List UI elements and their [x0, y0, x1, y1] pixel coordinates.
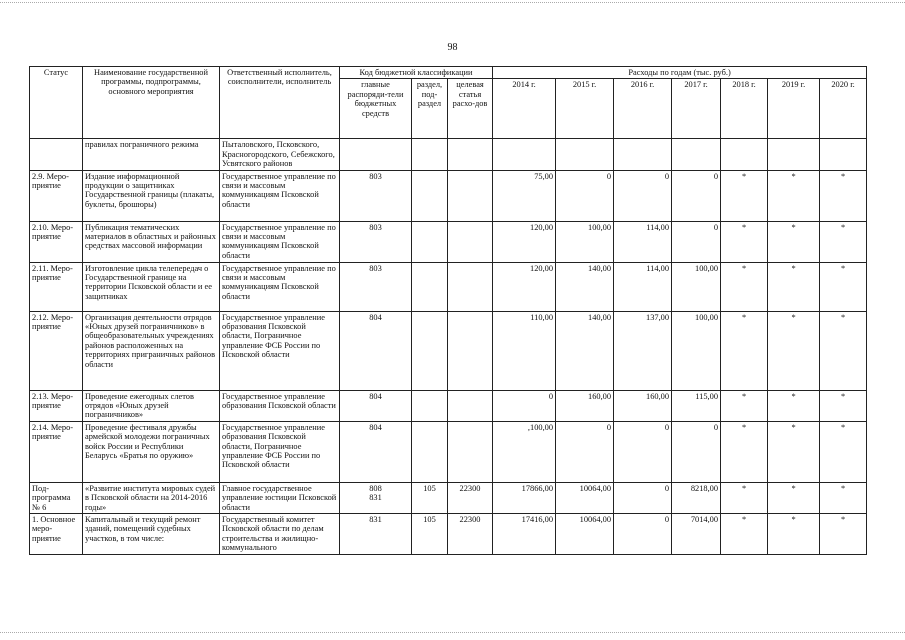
cell-2015: 0	[556, 421, 614, 482]
cell-2018: *	[721, 482, 768, 513]
header-year-2019: 2019 г.	[768, 79, 820, 139]
cell-2019	[768, 139, 820, 170]
cell-2018: *	[721, 221, 768, 262]
header-row	[30, 67, 867, 79]
cell-grbs: 831	[340, 514, 412, 555]
cell-grbs: 803	[340, 221, 412, 262]
cell-executor: Государственное управление образования Псковской области, Пограничное управление ФСБ России по Псковской области	[220, 311, 340, 390]
cell-executor: Пыталовского, Псковского, Красногородского, Себежского, Усвятского районов	[220, 139, 340, 170]
table-row	[30, 514, 867, 555]
cell-2014: ,100,00	[493, 421, 556, 482]
header-year-2020: 2020 г.	[820, 79, 867, 139]
cell-status: 2.12. Меро-приятие	[30, 311, 83, 390]
cell-2020	[820, 139, 867, 170]
budget-table	[29, 66, 867, 555]
cell-2015: 0	[556, 170, 614, 221]
table-row	[30, 390, 867, 421]
cell-status: 2.10. Меро-приятие	[30, 221, 83, 262]
cell-grbs: 804	[340, 390, 412, 421]
cell-cs	[448, 390, 493, 421]
cell-2015: 100,00	[556, 221, 614, 262]
cell-2019: *	[768, 170, 820, 221]
cell-executor: Государственный комитет Псковской области по делам строительства и жилищно-коммунального	[220, 514, 340, 555]
header-section: раздел, под-раздел	[412, 79, 448, 139]
cell-2017: 115,00	[672, 390, 721, 421]
cell-grbs	[340, 139, 412, 170]
cell-executor: Государственное управление по связи и массовым коммуникациям Псковской области	[220, 221, 340, 262]
cell-status: Под-программа № 6	[30, 482, 83, 513]
cell-name: Капитальный и текущий ремонт зданий, помещений судебных участков, в том числе:	[83, 514, 220, 555]
cell-2018: *	[721, 311, 768, 390]
cell-2019: *	[768, 482, 820, 513]
cell-name: Организация деятельности отрядов «Юных друзей пограничников» в общеобразовательных учреждениях районов расположенных на территориях приграничных районов области	[83, 311, 220, 390]
cell-2017: 100,00	[672, 262, 721, 311]
cell-status: 2.9. Меро-приятие	[30, 170, 83, 221]
cell-rz	[412, 390, 448, 421]
header-year-2015: 2015 г.	[556, 79, 614, 139]
cell-name: правилах пограничного режима	[83, 139, 220, 170]
cell-2017	[672, 139, 721, 170]
cell-2019: *	[768, 514, 820, 555]
cell-2017: 0	[672, 421, 721, 482]
cell-2018: *	[721, 170, 768, 221]
cell-2015: 140,00	[556, 311, 614, 390]
cell-2017: 0	[672, 221, 721, 262]
cell-name: Изготовление цикла телепередач о Государственной границе на территории Псковской области и ее защитниках	[83, 262, 220, 311]
cell-grbs: 804	[340, 311, 412, 390]
cell-2020: *	[820, 390, 867, 421]
cell-2016: 160,00	[614, 390, 672, 421]
cell-cs	[448, 421, 493, 482]
cell-2019: *	[768, 390, 820, 421]
page-number: 98	[447, 42, 458, 53]
cell-executor: Государственное управление по связи и массовым коммуникациям Псковской области	[220, 170, 340, 221]
cell-status: 2.11. Меро-приятие	[30, 262, 83, 311]
cell-2020: *	[820, 482, 867, 513]
cell-executor: Государственное управление по связи и массовым коммуникациям Псковской области	[220, 262, 340, 311]
cell-status: 1. Основное меро-приятие	[30, 514, 83, 555]
header-target-article: целевая статья расхо-дов	[448, 79, 493, 139]
cell-executor: Главное государственное управление юстиции Псковской области	[220, 482, 340, 513]
cell-2017: 100,00	[672, 311, 721, 390]
cell-2017: 8218,00	[672, 482, 721, 513]
cell-2018	[721, 139, 768, 170]
cell-2014: 120,00	[493, 262, 556, 311]
cell-2014: 17866,00	[493, 482, 556, 513]
cell-name: Издание информационной продукции о защитниках Государственной границы (плакаты, буклеты, брошюры)	[83, 170, 220, 221]
header-year-2016: 2016 г.	[614, 79, 672, 139]
cell-grbs: 804	[340, 421, 412, 482]
cell-rz: 105	[412, 514, 448, 555]
cell-2019: *	[768, 262, 820, 311]
page-edge-bottom	[0, 632, 905, 633]
cell-cs	[448, 139, 493, 170]
cell-2018: *	[721, 514, 768, 555]
cell-2014: 0	[493, 390, 556, 421]
cell-2019: *	[768, 221, 820, 262]
table-row	[30, 221, 867, 262]
cell-rz	[412, 170, 448, 221]
header-expenses: Расходы по годам (тыс. руб.)	[493, 67, 867, 79]
table-row	[30, 139, 867, 170]
cell-2020: *	[820, 170, 867, 221]
cell-name: Проведение фестиваля дружбы армейской молодежи пограничных войск России и Республики Беларусь «Братья по оружию»	[83, 421, 220, 482]
cell-grbs-first: 808	[369, 483, 382, 493]
cell-2020: *	[820, 514, 867, 555]
header-year-2014: 2014 г.	[493, 79, 556, 139]
cell-2019: *	[768, 421, 820, 482]
cell-2015: 160,00	[556, 390, 614, 421]
cell-rz	[412, 221, 448, 262]
cell-2014: 120,00	[493, 221, 556, 262]
cell-rz	[412, 421, 448, 482]
cell-grbs-second: 831	[369, 493, 382, 503]
cell-2014: 75,00	[493, 170, 556, 221]
cell-2019: *	[768, 311, 820, 390]
cell-2016: 0	[614, 170, 672, 221]
cell-cs	[448, 311, 493, 390]
cell-rz	[412, 262, 448, 311]
cell-2020: *	[820, 421, 867, 482]
table-row	[30, 421, 867, 482]
cell-executor: Государственное управление образования Псковской области, Пограничное управление ФСБ России по Псковской области	[220, 421, 340, 482]
cell-grbs: 803	[340, 262, 412, 311]
cell-grbs	[340, 482, 412, 513]
cell-cs: 22300	[448, 514, 493, 555]
cell-cs: 22300	[448, 482, 493, 513]
cell-2016: 0	[614, 482, 672, 513]
cell-2014: 110,00	[493, 311, 556, 390]
cell-2016: 114,00	[614, 221, 672, 262]
header-main-managers: главные распоряди-тели бюджетных средств	[340, 79, 412, 139]
table-row	[30, 482, 867, 513]
cell-2020: *	[820, 262, 867, 311]
page-edge-top	[0, 2, 905, 3]
cell-status: 2.13. Меро-приятие	[30, 390, 83, 421]
header-year-2017: 2017 г.	[672, 79, 721, 139]
cell-name: «Развитие института мировых судей в Псковской области на 2014-2016 годы»	[83, 482, 220, 513]
cell-2016: 0	[614, 514, 672, 555]
cell-2015	[556, 139, 614, 170]
cell-2014	[493, 139, 556, 170]
table-row	[30, 170, 867, 221]
cell-2018: *	[721, 390, 768, 421]
cell-status	[30, 139, 83, 170]
cell-grbs: 803	[340, 170, 412, 221]
cell-name: Публикация тематических материалов в областных и районных средствах массовой информации	[83, 221, 220, 262]
cell-2016: 114,00	[614, 262, 672, 311]
header-budget-code: Код бюджетной классификации	[340, 67, 493, 79]
cell-2016: 0	[614, 421, 672, 482]
cell-2015: 10064,00	[556, 482, 614, 513]
cell-2020: *	[820, 311, 867, 390]
table-row	[30, 311, 867, 390]
cell-cs	[448, 262, 493, 311]
header-status: Статус	[30, 67, 83, 139]
header-name: Наименование государственной программы, подпрограммы, основного мероприятия	[83, 67, 220, 139]
cell-name: Проведение ежегодных слетов отрядов «Юных друзей пограничников»	[83, 390, 220, 421]
cell-2020: *	[820, 221, 867, 262]
table-row	[30, 262, 867, 311]
cell-cs	[448, 170, 493, 221]
cell-2015: 140,00	[556, 262, 614, 311]
cell-rz	[412, 311, 448, 390]
cell-rz	[412, 139, 448, 170]
cell-2016: 137,00	[614, 311, 672, 390]
cell-2016	[614, 139, 672, 170]
cell-2018: *	[721, 262, 768, 311]
cell-2017: 0	[672, 170, 721, 221]
header-executor: Ответственный исполнитель, соисполнители, исполнитель	[220, 67, 340, 139]
cell-2017: 7014,00	[672, 514, 721, 555]
cell-executor: Государственное управление образования Псковской области	[220, 390, 340, 421]
cell-status: 2.14. Меро-приятие	[30, 421, 83, 482]
cell-2018: *	[721, 421, 768, 482]
cell-cs	[448, 221, 493, 262]
header-year-2018: 2018 г.	[721, 79, 768, 139]
cell-2014: 17416,00	[493, 514, 556, 555]
cell-2015: 10064,00	[556, 514, 614, 555]
cell-rz: 105	[412, 482, 448, 513]
